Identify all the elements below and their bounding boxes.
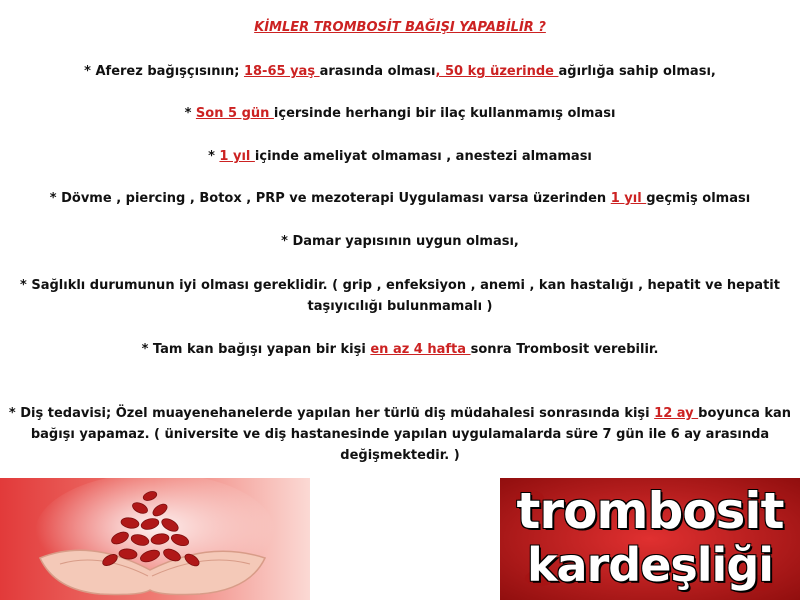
highlight-weight: , 50 kg üzerinde [435, 64, 559, 79]
text: * Diş tedavisi; Özel muayenehanelerde yapılan her türlü diş müdahalesi sonrasında kişi [8, 406, 655, 421]
text: * Dövme , piercing , Botox , PRP ve mezoterapi Uygulaması varsa üzerinden [49, 191, 611, 206]
highlight-months: 12 ay [654, 406, 699, 421]
highlight-age: 18-65 yaş [243, 64, 320, 79]
text: boyunca kan bağışı yapamaz. ( üniversite ve diş hastanesinde yapılan uygulamalarda süre 7 gün ile 6 ay arasında değişmektedir. ) [30, 406, 792, 463]
text: ağırlığa sahip olması, [558, 64, 716, 79]
requirement-surgery [0, 149, 800, 164]
requirement-medication [0, 106, 800, 121]
page-title: KİMLER TROMBOSİT BAĞIŞI YAPABİLİR ? [254, 20, 546, 35]
text: * [208, 149, 220, 164]
hands-blood-illustration [0, 478, 310, 600]
text: * Aferez bağışçısının; [84, 64, 244, 79]
highlight-year: 1 yıl [610, 191, 647, 206]
requirement-veins: * Damar yapısının uygun olması, [281, 234, 519, 249]
text: geçmiş olması [646, 191, 751, 206]
requirement-whole-blood [0, 342, 800, 357]
highlight-days: Son 5 gün [195, 106, 274, 121]
text: arasında olması [319, 64, 436, 79]
requirement-tattoo [0, 191, 800, 206]
requirement-health: * Sağlıklı durumunun iyi olması gereklidir. ( grip , enfeksiyon , anemi , kan hastalığı , hepatit ve hepatit taşıyıcılığı bulunmamalı ) [20, 278, 780, 314]
highlight-weeks: en az 4 hafta [370, 342, 471, 357]
logo-line-2: kardeşliği [526, 538, 774, 592]
text: içinde ameliyat olmaması , anestezi almaması [254, 149, 592, 164]
text: içersinde herhangi bir ilaç kullanmamış olması [273, 106, 616, 121]
trombosit-kardesligi-logo [500, 478, 800, 600]
text: * [184, 106, 196, 121]
requirement-age-weight [0, 64, 800, 79]
hands-blood-image [0, 478, 310, 600]
highlight-year: 1 yıl [219, 149, 255, 164]
logo-line-1: trombosit [516, 482, 784, 540]
text: * Tam kan bağışı yapan bir kişi [141, 342, 371, 357]
text: sonra Trombosit verebilir. [470, 342, 659, 357]
requirement-dental [6, 403, 794, 466]
